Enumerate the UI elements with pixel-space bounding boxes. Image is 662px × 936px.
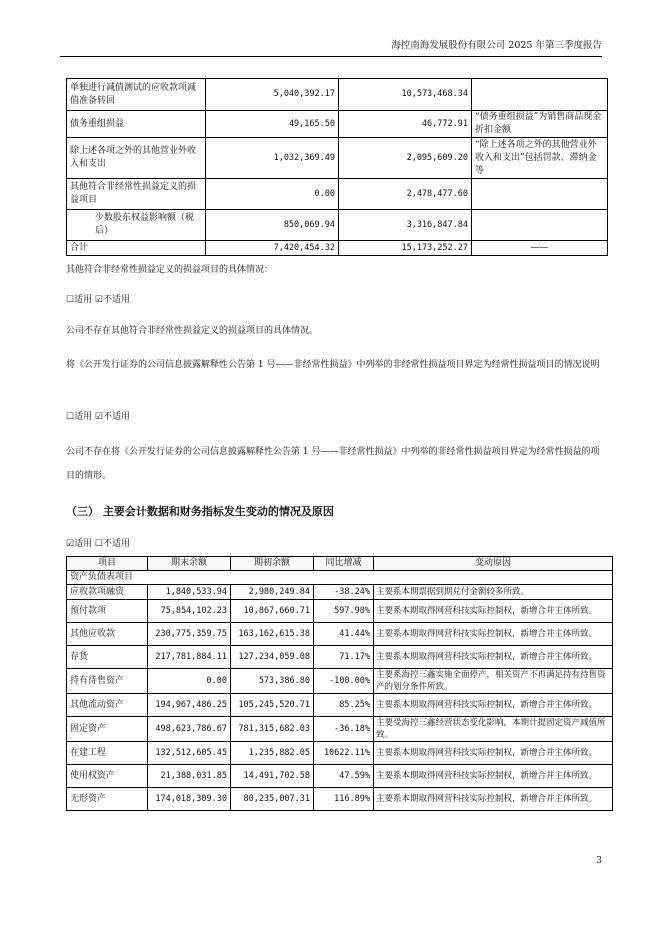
reason-cell: 主要系本期取得网营科技实际控制权，新增合并主体所致。 xyxy=(374,788,613,811)
balance-sheet-change-table xyxy=(66,556,613,811)
ytd-cell: 2,478,477.60 xyxy=(339,179,472,210)
begin-cell: 10,867,660.71 xyxy=(231,600,314,623)
header-cell: 变动原因 xyxy=(374,557,613,571)
table-row xyxy=(67,138,608,179)
reason-cell: 主要系本期取得网营科技实际控制权，新增合并主体所致。 xyxy=(374,646,613,669)
item-cell: 存货 xyxy=(67,646,148,669)
item-cell: 使用权资产 xyxy=(67,765,148,788)
header-cell: 期末余额 xyxy=(148,557,231,571)
paragraph: 将《公开发行证券的公司信息披露解释性公告第 1 号——非经常性损益》中列举的非经常性损益项目界定为经常性损益项目的情况说明 xyxy=(66,360,600,370)
current-cell: 7,420,454.32 xyxy=(206,241,339,256)
reason-cell: 主要受海控三鑫经营状态变化影响，本期计提固定资产减值所致。 xyxy=(374,717,613,742)
item-cell: 少数股东权益影响额（税后） xyxy=(67,210,206,241)
begin-cell: 573,386.80 xyxy=(231,669,314,694)
item-cell: 除上述各项之外的其他营业外收入和支出 xyxy=(67,138,206,179)
ytd-cell: 10,573,468.34 xyxy=(339,79,472,111)
change-cell: 85.25% xyxy=(314,694,374,717)
applicability-check: ☐适用 ☑不适用 xyxy=(66,412,130,422)
end-cell: 217,781,884.11 xyxy=(148,646,231,669)
header-cell: 同比增减 xyxy=(314,557,374,571)
item-cell: 预付款项 xyxy=(67,600,148,623)
item-cell: 在建工程 xyxy=(67,742,148,765)
reason-cell: 主要系海控三鑫实施全面停产，相关资产不再满足持有待售资产的划分条件所致。 xyxy=(374,669,613,694)
current-cell: 0.00 xyxy=(206,179,339,210)
end-cell: 0.00 xyxy=(148,669,231,694)
table-row xyxy=(67,742,613,765)
item-cell: 单独进行减值测试的应收款项减值准备转回 xyxy=(67,79,206,111)
change-cell: 41.44% xyxy=(314,623,374,646)
reason-cell: 主要系本期取得网营科技实际控制权，新增合并主体所致。 xyxy=(374,600,613,623)
end-cell: 75,854,102.23 xyxy=(148,600,231,623)
table-row xyxy=(67,179,608,210)
begin-cell: 2,980,249.84 xyxy=(231,585,314,600)
paragraph: 公司不存在其他符合非经常性损益定义的损益项目的具体情况。 xyxy=(66,326,319,336)
item-cell: 其他流动资产 xyxy=(67,694,148,717)
table-row xyxy=(67,717,613,742)
item-cell: 应收款项融资 xyxy=(67,585,148,600)
item-cell: 无形资产 xyxy=(67,788,148,811)
applicability-check: ☐适用 ☑不适用 xyxy=(66,295,130,305)
item-cell: 合计 xyxy=(67,241,206,256)
table-row xyxy=(67,600,613,623)
table-row xyxy=(67,111,608,138)
page-number: 3 xyxy=(596,856,602,866)
change-cell: 71.17% xyxy=(314,646,374,669)
ytd-cell: 2,095,609.20 xyxy=(339,138,472,179)
ytd-cell: 3,316,847.84 xyxy=(339,210,472,241)
reason-cell: 主要系本期取得网营科技实际控制权，新增合并主体所致。 xyxy=(374,742,613,765)
ytd-cell: 46,772.91 xyxy=(339,111,472,138)
applicability-check: ☑适用 ☐不适用 xyxy=(66,539,130,549)
table-row xyxy=(67,585,613,600)
change-cell: -38.24% xyxy=(314,585,374,600)
non-recurring-table xyxy=(66,78,608,256)
table-row xyxy=(67,788,613,811)
begin-cell: 80,235,007.31 xyxy=(231,788,314,811)
current-cell: 1,032,369.49 xyxy=(206,138,339,179)
header-cell: 项目 xyxy=(67,557,148,571)
reason-cell: 主要系本期票据到期兑付金额较多所致。 xyxy=(374,585,613,600)
table-row xyxy=(67,623,613,646)
ytd-cell: 15,173,252.27 xyxy=(339,241,472,256)
item-cell: 固定资产 xyxy=(67,717,148,742)
page-header xyxy=(60,36,602,57)
note-cell: “除上述各项之外的其他营业外收入和支出”包括罚款、滞纳金等 xyxy=(472,138,608,179)
item-cell: 其他应收款 xyxy=(67,623,148,646)
begin-cell: 105,245,520.71 xyxy=(231,694,314,717)
section-label: 资产负债表项目 xyxy=(67,571,613,585)
table-row xyxy=(67,694,613,717)
begin-cell: 127,234,059.08 xyxy=(231,646,314,669)
note-cell: —— xyxy=(472,241,608,256)
begin-cell: 1,235,882.05 xyxy=(231,742,314,765)
end-cell: 498,623,786.67 xyxy=(148,717,231,742)
end-cell: 1,840,533.94 xyxy=(148,585,231,600)
change-cell: 597.98% xyxy=(314,600,374,623)
change-cell: 47.59% xyxy=(314,765,374,788)
current-cell: 5,040,392.17 xyxy=(206,79,339,111)
note-cell xyxy=(472,79,608,111)
end-cell: 230,775,359.75 xyxy=(148,623,231,646)
reason-cell: 主要系本期取得网营科技实际控制权，新增合并主体所致。 xyxy=(374,694,613,717)
change-cell: 10622.11% xyxy=(314,742,374,765)
change-cell: -100.00% xyxy=(314,669,374,694)
header-cell: 期初余额 xyxy=(231,557,314,571)
header-title: 海控南海发展股份有限公司 2025 年第三季度报告 xyxy=(391,40,602,51)
current-cell: 850,069.94 xyxy=(206,210,339,241)
note-cell xyxy=(472,179,608,210)
note-cell xyxy=(472,210,608,241)
paragraph: 公司不存在将《公开发行证券的公司信息披露解释性公告第 1 号——非经常性损益》中列举的非经常性损益项目界定为经常性损益的项目的情形。 xyxy=(66,447,600,481)
section-title: （三） 主要会计数据和财务指标发生变动的情况及原因 xyxy=(66,505,334,518)
end-cell: 132,512,605.45 xyxy=(148,742,231,765)
table-row xyxy=(67,79,608,111)
item-cell: 其他符合非经常性损益定义的损益项目 xyxy=(67,179,206,210)
end-cell: 21,388,031.85 xyxy=(148,765,231,788)
begin-cell: 163,162,615.38 xyxy=(231,623,314,646)
begin-cell: 14,491,702.58 xyxy=(231,765,314,788)
begin-cell: 781,315,682.03 xyxy=(231,717,314,742)
reason-cell: 主要系本期取得网营科技实际控制权，新增合并主体所致。 xyxy=(374,623,613,646)
total-row xyxy=(67,241,608,256)
item-cell: 债务重组损益 xyxy=(67,111,206,138)
item-cell: 持有待售资产 xyxy=(67,669,148,694)
reason-cell: 主要系本期取得网营科技实际控制权，新增合并主体所致。 xyxy=(374,765,613,788)
change-cell: -36.18% xyxy=(314,717,374,742)
table-header-row xyxy=(67,557,613,571)
change-cell: 116.89% xyxy=(314,788,374,811)
table-row xyxy=(67,210,608,241)
end-cell: 194,967,486.25 xyxy=(148,694,231,717)
table-row xyxy=(67,646,613,669)
end-cell: 174,018,309.30 xyxy=(148,788,231,811)
table-row xyxy=(67,765,613,788)
note-cell: “债务重组损益”为销售商品现金折扣金额 xyxy=(472,111,608,138)
paragraph: 其他符合非经常性损益定义的损益项目的具体情况： xyxy=(66,265,274,275)
section-row xyxy=(67,571,613,585)
current-cell: 49,165.50 xyxy=(206,111,339,138)
table-row xyxy=(67,669,613,694)
